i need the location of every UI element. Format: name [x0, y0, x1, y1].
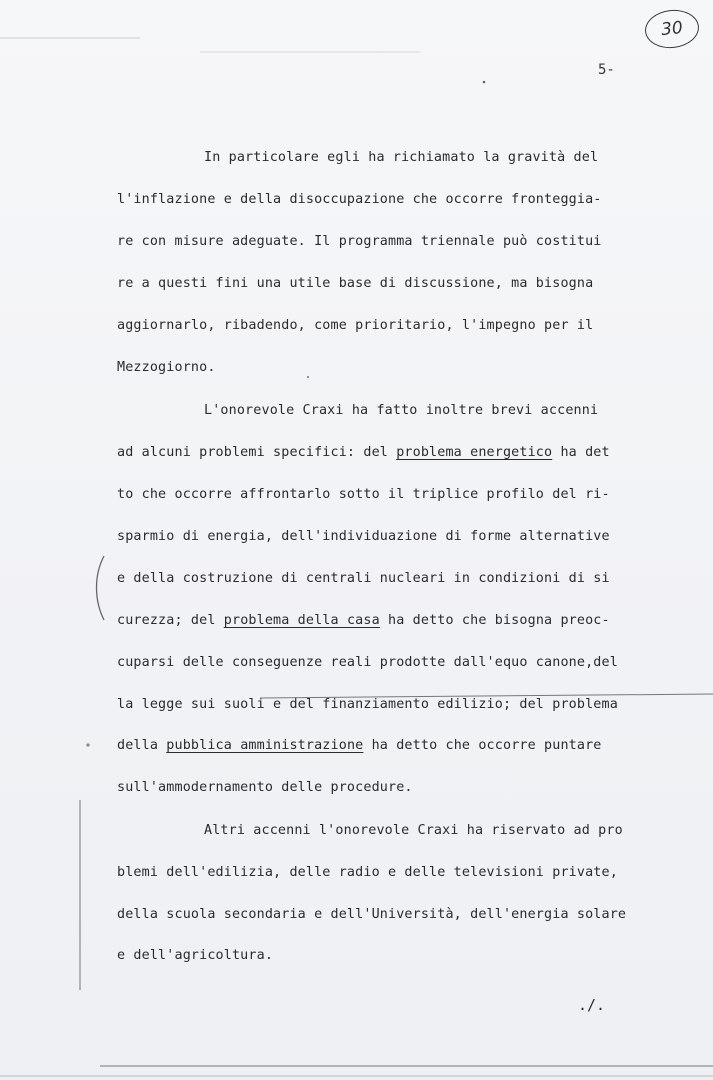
text-line: sull'ammodernamento delle procedure. — [117, 780, 413, 795]
text-line: della scuola secondaria e dell'Università, dell'energia solare — [117, 907, 627, 922]
text-line: curezza; del problema della casa ha detto che bisogna preoc- — [117, 613, 610, 628]
text-line: l'inflazione e della disoccupazione che occorre fronteggia- — [117, 192, 602, 207]
text-line: aggiornarlo, ribadendo, come prioritario, l'impegno per il — [117, 318, 594, 333]
stamp-number: 30 — [660, 17, 684, 41]
text-line: ad alcuni problemi specifici: del problema energetico ha det — [117, 445, 610, 460]
text-line: e della costruzione di centrali nucleari in condizioni di si — [117, 571, 610, 586]
text-line: Altri accenni l'onorevole Craxi ha riservato ad pro — [204, 823, 623, 838]
underlined-phrase: pubblica amministrazione — [166, 738, 364, 753]
underlined-phrase: problema energetico — [396, 445, 553, 460]
strike-line — [260, 694, 713, 698]
text-line: sparmio di energia, dell'individuazione di forme alternative — [117, 529, 610, 544]
ink-dot — [307, 376, 309, 378]
text-line: to che occorre affrontarlo sotto il triplice profilo del ri- — [117, 487, 610, 502]
ink-dot — [86, 743, 89, 746]
text-line: re con misure adeguate. Il programma triennale può costitui — [117, 234, 602, 249]
text-line: In particolare egli ha richiamato la gravità del — [204, 150, 599, 165]
text-line: cuparsi delle conseguenze reali prodotte dall'equo canone,del — [117, 655, 618, 670]
text-line: re a questi fini una utile base di discussione, ma bisogna — [117, 276, 594, 291]
page-number: 5- — [598, 62, 615, 78]
continuation-mark: ./. — [578, 996, 606, 1014]
text-line: blemi dell'edilizia, delle radio e delle televisioni private, — [117, 865, 618, 880]
margin-bracket — [97, 556, 105, 620]
text-line: della pubblica amministrazione ha detto che occorre puntare — [117, 738, 602, 753]
text-line: L'onorevole Craxi ha fatto inoltre brevi accenni — [204, 403, 599, 418]
underlined-phrase: problema della casa — [223, 613, 380, 628]
text-line: la legge sui suoli e del finanziamento edilizio; del problema — [117, 697, 618, 712]
ink-dot — [483, 81, 486, 84]
text-line: Mezzogiorno. — [117, 360, 216, 375]
text-line: e dell'agricoltura. — [117, 948, 274, 963]
